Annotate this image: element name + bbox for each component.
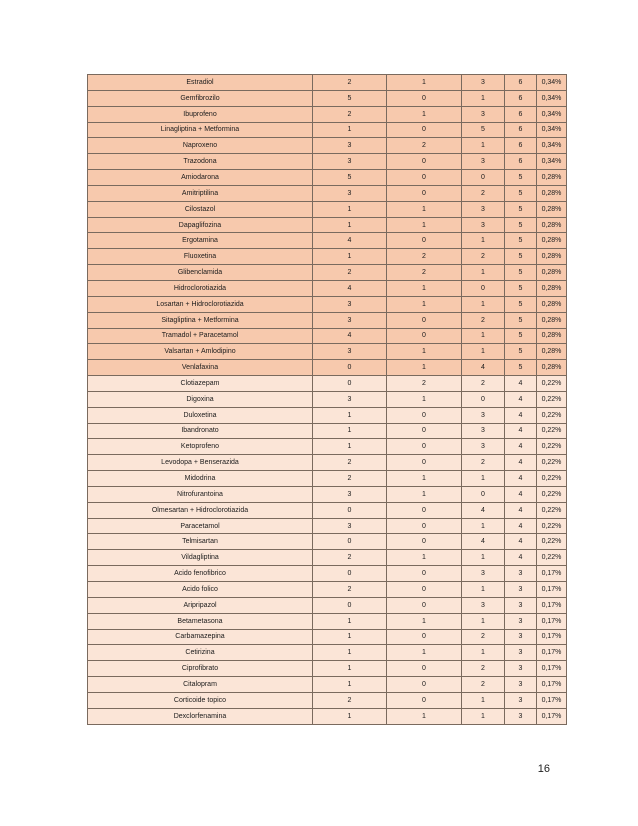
count-cell-3: 1 — [462, 645, 505, 661]
table-row — [88, 122, 567, 138]
table-row — [88, 597, 567, 613]
count-cell-3: 0 — [462, 280, 505, 296]
table-row — [88, 344, 567, 360]
total-cell: 5 — [505, 170, 537, 186]
count-cell-1: 0 — [313, 566, 387, 582]
count-cell-3: 1 — [462, 692, 505, 708]
percentage-cell: 0,22% — [537, 471, 567, 487]
count-cell-1: 3 — [313, 391, 387, 407]
percentage-cell: 0,28% — [537, 344, 567, 360]
count-cell-3: 1 — [462, 550, 505, 566]
table-row — [88, 391, 567, 407]
table-row — [88, 280, 567, 296]
drug-name-cell: Clotiazepam — [88, 376, 313, 392]
total-cell: 4 — [505, 455, 537, 471]
count-cell-2: 0 — [387, 170, 462, 186]
total-cell: 5 — [505, 265, 537, 281]
drug-name-cell: Corticoide topico — [88, 692, 313, 708]
total-cell: 3 — [505, 661, 537, 677]
count-cell-2: 1 — [387, 344, 462, 360]
count-cell-3: 1 — [462, 296, 505, 312]
count-cell-1: 1 — [313, 249, 387, 265]
table-row — [88, 106, 567, 122]
percentage-cell: 0,28% — [537, 265, 567, 281]
total-cell: 4 — [505, 518, 537, 534]
count-cell-2: 1 — [387, 613, 462, 629]
count-cell-1: 3 — [313, 486, 387, 502]
percentage-cell: 0,22% — [537, 534, 567, 550]
count-cell-2: 0 — [387, 582, 462, 598]
percentage-cell: 0,28% — [537, 328, 567, 344]
count-cell-2: 2 — [387, 138, 462, 154]
total-cell: 3 — [505, 629, 537, 645]
count-cell-2: 1 — [387, 550, 462, 566]
total-cell: 5 — [505, 201, 537, 217]
drug-name-cell: Ibuprofeno — [88, 106, 313, 122]
total-cell: 6 — [505, 90, 537, 106]
count-cell-1: 1 — [313, 423, 387, 439]
drug-name-cell: Losartan + Hidroclorotiazida — [88, 296, 313, 312]
count-cell-1: 3 — [313, 296, 387, 312]
total-cell: 5 — [505, 296, 537, 312]
count-cell-1: 0 — [313, 360, 387, 376]
total-cell: 4 — [505, 471, 537, 487]
count-cell-3: 4 — [462, 360, 505, 376]
percentage-cell: 0,34% — [537, 75, 567, 91]
count-cell-2: 1 — [387, 217, 462, 233]
count-cell-1: 2 — [313, 106, 387, 122]
table-row — [88, 692, 567, 708]
table-row — [88, 233, 567, 249]
count-cell-1: 1 — [313, 661, 387, 677]
table-row — [88, 645, 567, 661]
drug-name-cell: Hidroclorotiazida — [88, 280, 313, 296]
percentage-cell: 0,22% — [537, 391, 567, 407]
table-row — [88, 154, 567, 170]
drug-name-cell: Acido folico — [88, 582, 313, 598]
count-cell-1: 2 — [313, 692, 387, 708]
count-cell-1: 0 — [313, 597, 387, 613]
count-cell-2: 1 — [387, 75, 462, 91]
count-cell-2: 0 — [387, 233, 462, 249]
table-row — [88, 423, 567, 439]
count-cell-3: 1 — [462, 518, 505, 534]
count-cell-2: 0 — [387, 597, 462, 613]
page-number: 16 — [537, 763, 550, 775]
count-cell-3: 3 — [462, 154, 505, 170]
total-cell: 5 — [505, 360, 537, 376]
drug-name-cell: Acido fenofibrico — [88, 566, 313, 582]
count-cell-2: 0 — [387, 518, 462, 534]
drug-name-cell: Amiodarona — [88, 170, 313, 186]
count-cell-3: 3 — [462, 597, 505, 613]
total-cell: 3 — [505, 708, 537, 724]
total-cell: 3 — [505, 566, 537, 582]
count-cell-1: 0 — [313, 502, 387, 518]
count-cell-3: 0 — [462, 486, 505, 502]
percentage-cell: 0,22% — [537, 407, 567, 423]
count-cell-2: 0 — [387, 312, 462, 328]
count-cell-2: 1 — [387, 360, 462, 376]
count-cell-1: 1 — [313, 201, 387, 217]
percentage-cell: 0,22% — [537, 376, 567, 392]
count-cell-2: 2 — [387, 249, 462, 265]
count-cell-3: 1 — [462, 471, 505, 487]
percentage-cell: 0,17% — [537, 692, 567, 708]
count-cell-3: 3 — [462, 217, 505, 233]
percentage-cell: 0,28% — [537, 360, 567, 376]
drug-name-cell: Sitagliptina + Metformina — [88, 312, 313, 328]
count-cell-3: 5 — [462, 122, 505, 138]
table-body — [88, 75, 567, 725]
count-cell-1: 2 — [313, 455, 387, 471]
table-row — [88, 296, 567, 312]
table-row — [88, 550, 567, 566]
percentage-cell: 0,17% — [537, 597, 567, 613]
total-cell: 6 — [505, 122, 537, 138]
count-cell-1: 1 — [313, 407, 387, 423]
count-cell-2: 0 — [387, 122, 462, 138]
count-cell-3: 2 — [462, 376, 505, 392]
percentage-cell: 0,22% — [537, 550, 567, 566]
total-cell: 5 — [505, 328, 537, 344]
count-cell-2: 1 — [387, 645, 462, 661]
percentage-cell: 0,17% — [537, 645, 567, 661]
count-cell-2: 0 — [387, 661, 462, 677]
count-cell-1: 3 — [313, 312, 387, 328]
percentage-cell: 0,17% — [537, 629, 567, 645]
table-row — [88, 471, 567, 487]
count-cell-1: 1 — [313, 677, 387, 693]
table-row — [88, 708, 567, 724]
count-cell-3: 0 — [462, 391, 505, 407]
count-cell-2: 0 — [387, 185, 462, 201]
drug-name-cell: Amitriptilina — [88, 185, 313, 201]
table-row — [88, 265, 567, 281]
count-cell-2: 2 — [387, 376, 462, 392]
percentage-cell: 0,34% — [537, 122, 567, 138]
drug-name-cell: Glibenclamida — [88, 265, 313, 281]
table-row — [88, 201, 567, 217]
percentage-cell: 0,17% — [537, 582, 567, 598]
total-cell: 4 — [505, 502, 537, 518]
count-cell-2: 0 — [387, 90, 462, 106]
count-cell-3: 3 — [462, 407, 505, 423]
count-cell-1: 1 — [313, 439, 387, 455]
count-cell-1: 2 — [313, 75, 387, 91]
total-cell: 3 — [505, 692, 537, 708]
total-cell: 6 — [505, 154, 537, 170]
total-cell: 3 — [505, 582, 537, 598]
count-cell-2: 1 — [387, 391, 462, 407]
percentage-cell: 0,22% — [537, 423, 567, 439]
count-cell-1: 3 — [313, 185, 387, 201]
table-row — [88, 90, 567, 106]
count-cell-1: 1 — [313, 217, 387, 233]
total-cell: 4 — [505, 407, 537, 423]
table-row — [88, 677, 567, 693]
percentage-cell: 0,17% — [537, 566, 567, 582]
percentage-cell: 0,17% — [537, 677, 567, 693]
table-row — [88, 629, 567, 645]
count-cell-1: 4 — [313, 280, 387, 296]
percentage-cell: 0,22% — [537, 518, 567, 534]
percentage-cell: 0,17% — [537, 708, 567, 724]
table-row — [88, 455, 567, 471]
percentage-cell: 0,28% — [537, 280, 567, 296]
drug-name-cell: Betametasona — [88, 613, 313, 629]
table-row — [88, 75, 567, 91]
total-cell: 5 — [505, 249, 537, 265]
drug-name-cell: Duloxetina — [88, 407, 313, 423]
total-cell: 4 — [505, 550, 537, 566]
count-cell-1: 4 — [313, 328, 387, 344]
count-cell-1: 3 — [313, 344, 387, 360]
count-cell-3: 1 — [462, 344, 505, 360]
table-row — [88, 518, 567, 534]
total-cell: 4 — [505, 391, 537, 407]
count-cell-3: 2 — [462, 629, 505, 645]
total-cell: 3 — [505, 597, 537, 613]
drug-name-cell: Carbamazepina — [88, 629, 313, 645]
table-row — [88, 502, 567, 518]
table-row — [88, 217, 567, 233]
total-cell: 4 — [505, 486, 537, 502]
drug-name-cell: Cetirizina — [88, 645, 313, 661]
percentage-cell: 0,34% — [537, 106, 567, 122]
count-cell-2: 0 — [387, 328, 462, 344]
percentage-cell: 0,28% — [537, 201, 567, 217]
count-cell-2: 0 — [387, 677, 462, 693]
table-row — [88, 360, 567, 376]
drug-name-cell: Fluoxetina — [88, 249, 313, 265]
total-cell: 3 — [505, 677, 537, 693]
total-cell: 4 — [505, 376, 537, 392]
drug-name-cell: Valsartan + Amlodipino — [88, 344, 313, 360]
count-cell-3: 4 — [462, 502, 505, 518]
drug-name-cell: Naproxeno — [88, 138, 313, 154]
percentage-cell: 0,22% — [537, 502, 567, 518]
percentage-cell: 0,28% — [537, 296, 567, 312]
count-cell-3: 1 — [462, 138, 505, 154]
table-row — [88, 249, 567, 265]
table-row — [88, 170, 567, 186]
table-row — [88, 439, 567, 455]
count-cell-2: 0 — [387, 154, 462, 170]
total-cell: 4 — [505, 534, 537, 550]
table-row — [88, 486, 567, 502]
table-row — [88, 534, 567, 550]
count-cell-3: 0 — [462, 170, 505, 186]
drug-name-cell: Linagliptina + Metformina — [88, 122, 313, 138]
count-cell-3: 3 — [462, 201, 505, 217]
drug-name-cell: Ergotamina — [88, 233, 313, 249]
count-cell-1: 5 — [313, 170, 387, 186]
table-row — [88, 138, 567, 154]
count-cell-3: 2 — [462, 455, 505, 471]
count-cell-3: 3 — [462, 75, 505, 91]
total-cell: 4 — [505, 423, 537, 439]
count-cell-3: 2 — [462, 312, 505, 328]
drug-name-cell: Venlafaxina — [88, 360, 313, 376]
percentage-cell: 0,22% — [537, 486, 567, 502]
table-row — [88, 328, 567, 344]
drug-name-cell: Olmesartan + Hidroclorotiazida — [88, 502, 313, 518]
count-cell-3: 3 — [462, 439, 505, 455]
count-cell-2: 0 — [387, 407, 462, 423]
drug-name-cell: Dapaglifozina — [88, 217, 313, 233]
total-cell: 6 — [505, 75, 537, 91]
total-cell: 4 — [505, 439, 537, 455]
table-row — [88, 376, 567, 392]
count-cell-3: 4 — [462, 534, 505, 550]
total-cell: 6 — [505, 138, 537, 154]
count-cell-2: 0 — [387, 455, 462, 471]
drug-name-cell: Telmisartan — [88, 534, 313, 550]
count-cell-2: 0 — [387, 439, 462, 455]
count-cell-3: 3 — [462, 106, 505, 122]
count-cell-3: 1 — [462, 708, 505, 724]
total-cell: 5 — [505, 312, 537, 328]
table-row — [88, 613, 567, 629]
percentage-cell: 0,34% — [537, 154, 567, 170]
count-cell-1: 3 — [313, 518, 387, 534]
count-cell-3: 1 — [462, 265, 505, 281]
table-row — [88, 185, 567, 201]
drug-name-cell: Vildagliptina — [88, 550, 313, 566]
drug-name-cell: Ciprofibrato — [88, 661, 313, 677]
percentage-cell: 0,17% — [537, 613, 567, 629]
drug-name-cell: Gemfibrozilo — [88, 90, 313, 106]
percentage-cell: 0,28% — [537, 185, 567, 201]
drug-name-cell: Midodrina — [88, 471, 313, 487]
percentage-cell: 0,28% — [537, 170, 567, 186]
drug-name-cell: Levodopa + Benserazida — [88, 455, 313, 471]
drug-name-cell: Tramadol + Paracetamol — [88, 328, 313, 344]
table-row — [88, 407, 567, 423]
total-cell: 3 — [505, 645, 537, 661]
percentage-cell: 0,28% — [537, 217, 567, 233]
total-cell: 3 — [505, 613, 537, 629]
percentage-cell: 0,34% — [537, 90, 567, 106]
count-cell-2: 2 — [387, 265, 462, 281]
drug-name-cell: Cilostazol — [88, 201, 313, 217]
count-cell-1: 2 — [313, 471, 387, 487]
drug-name-cell: Trazodona — [88, 154, 313, 170]
count-cell-3: 2 — [462, 661, 505, 677]
count-cell-2: 1 — [387, 471, 462, 487]
count-cell-1: 2 — [313, 265, 387, 281]
count-cell-2: 1 — [387, 708, 462, 724]
table-row — [88, 566, 567, 582]
percentage-cell: 0,28% — [537, 312, 567, 328]
drug-name-cell: Nitrofurantoina — [88, 486, 313, 502]
count-cell-1: 3 — [313, 154, 387, 170]
drug-name-cell: Citalopram — [88, 677, 313, 693]
count-cell-1: 1 — [313, 629, 387, 645]
percentage-cell: 0,34% — [537, 138, 567, 154]
count-cell-1: 1 — [313, 708, 387, 724]
total-cell: 5 — [505, 233, 537, 249]
count-cell-1: 2 — [313, 550, 387, 566]
percentage-cell: 0,22% — [537, 439, 567, 455]
count-cell-3: 1 — [462, 233, 505, 249]
percentage-cell: 0,28% — [537, 233, 567, 249]
count-cell-2: 1 — [387, 280, 462, 296]
count-cell-2: 0 — [387, 692, 462, 708]
count-cell-3: 2 — [462, 677, 505, 693]
drug-frequency-table — [87, 74, 567, 725]
total-cell: 5 — [505, 185, 537, 201]
count-cell-1: 5 — [313, 90, 387, 106]
drug-name-cell: Ketoprofeno — [88, 439, 313, 455]
count-cell-1: 0 — [313, 534, 387, 550]
drug-name-cell: Paracetamol — [88, 518, 313, 534]
count-cell-2: 0 — [387, 534, 462, 550]
table-row — [88, 582, 567, 598]
count-cell-3: 1 — [462, 328, 505, 344]
drug-name-cell: Dexclorfenamina — [88, 708, 313, 724]
drug-name-cell: Estradiol — [88, 75, 313, 91]
percentage-cell: 0,17% — [537, 661, 567, 677]
table-row — [88, 312, 567, 328]
percentage-cell: 0,22% — [537, 455, 567, 471]
count-cell-1: 1 — [313, 613, 387, 629]
count-cell-2: 1 — [387, 486, 462, 502]
total-cell: 5 — [505, 344, 537, 360]
drug-name-cell: Digoxina — [88, 391, 313, 407]
count-cell-1: 0 — [313, 376, 387, 392]
count-cell-1: 1 — [313, 122, 387, 138]
count-cell-3: 1 — [462, 582, 505, 598]
count-cell-2: 0 — [387, 566, 462, 582]
count-cell-2: 0 — [387, 502, 462, 518]
drug-name-cell: Aripripazol — [88, 597, 313, 613]
total-cell: 5 — [505, 217, 537, 233]
drug-name-cell: Ibandronato — [88, 423, 313, 439]
count-cell-2: 0 — [387, 423, 462, 439]
count-cell-2: 1 — [387, 106, 462, 122]
count-cell-3: 1 — [462, 613, 505, 629]
count-cell-3: 3 — [462, 566, 505, 582]
total-cell: 6 — [505, 106, 537, 122]
count-cell-2: 0 — [387, 629, 462, 645]
count-cell-1: 2 — [313, 582, 387, 598]
count-cell-3: 1 — [462, 90, 505, 106]
count-cell-2: 1 — [387, 296, 462, 312]
count-cell-1: 4 — [313, 233, 387, 249]
percentage-cell: 0,28% — [537, 249, 567, 265]
count-cell-3: 2 — [462, 249, 505, 265]
count-cell-3: 2 — [462, 185, 505, 201]
total-cell: 5 — [505, 280, 537, 296]
count-cell-3: 3 — [462, 423, 505, 439]
count-cell-1: 3 — [313, 138, 387, 154]
count-cell-2: 1 — [387, 201, 462, 217]
table-row — [88, 661, 567, 677]
count-cell-1: 1 — [313, 645, 387, 661]
